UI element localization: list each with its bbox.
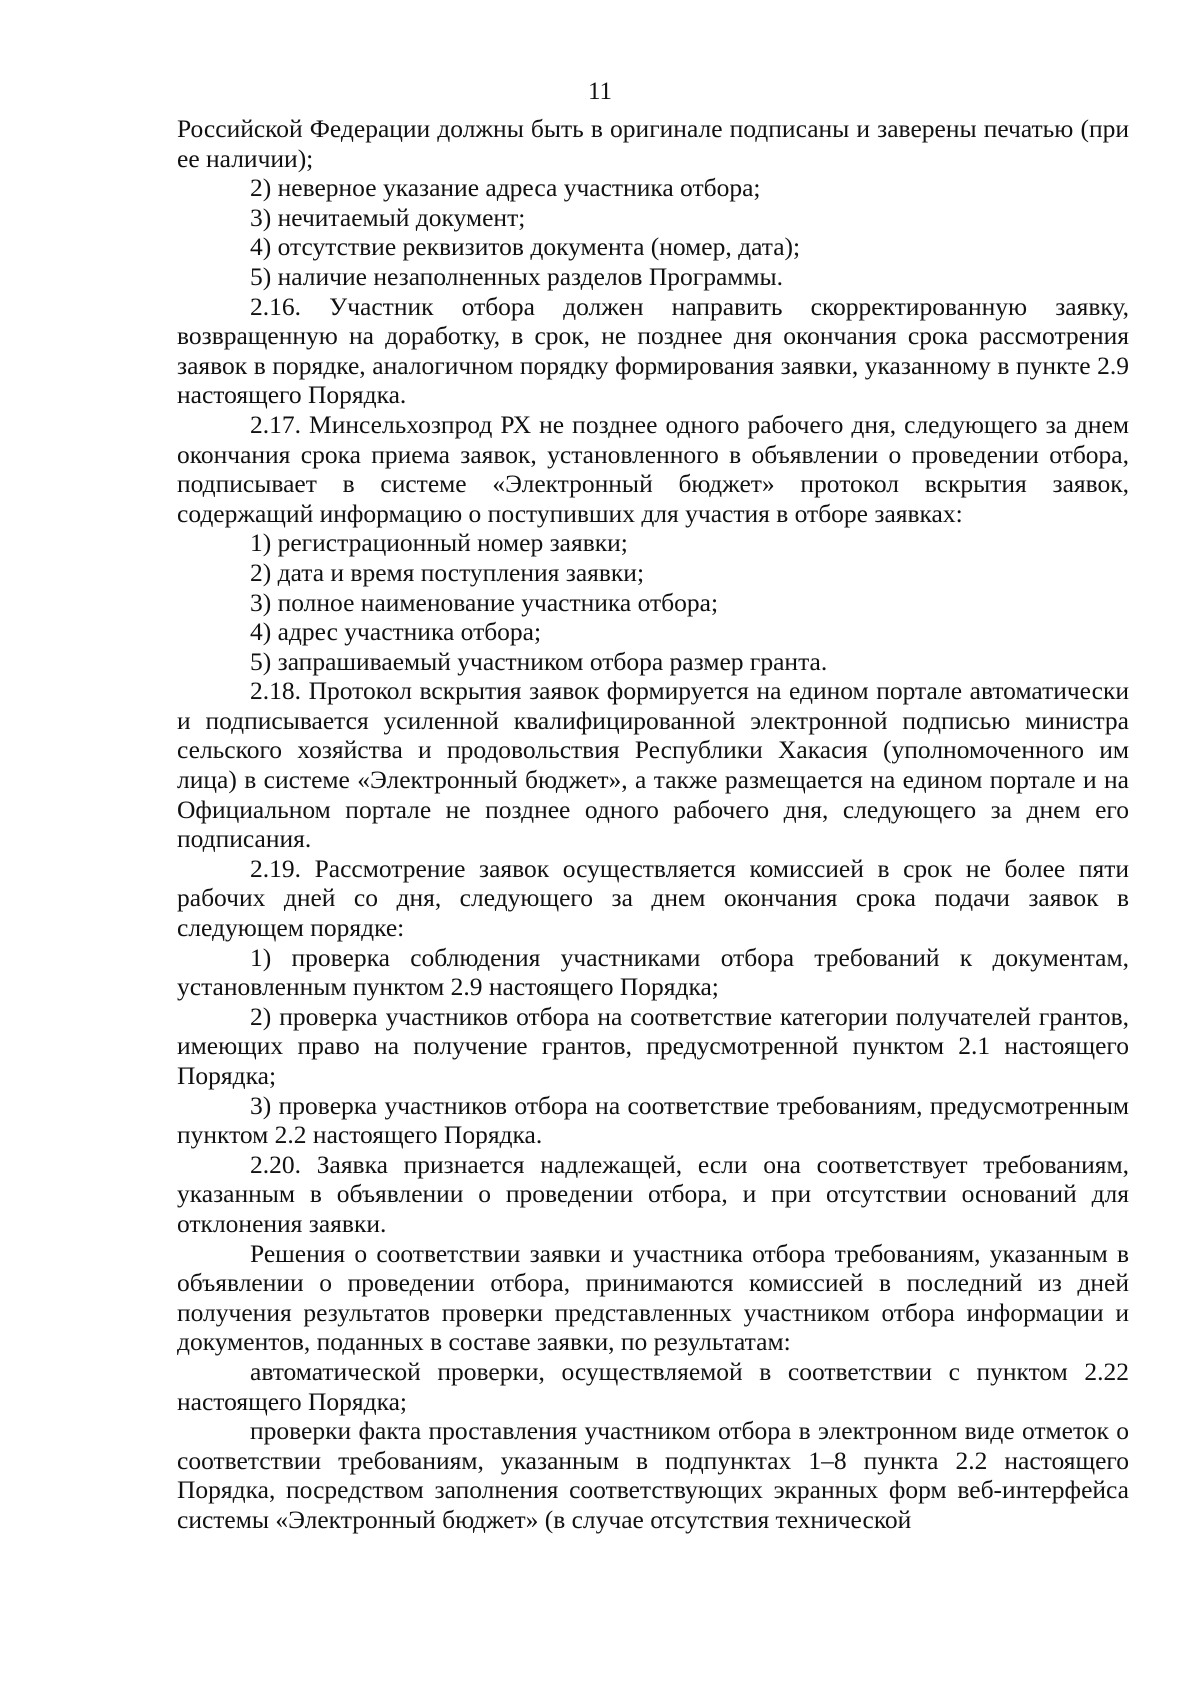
paragraph: 3) полное наименование участника отбора; [250,587,719,617]
paragraph: 3) нечитаемый документ; [250,202,526,232]
paragraph: 4) адрес участника отбора; [250,617,542,647]
paragraph: 5) наличие незаполненных разделов Программы. [250,261,784,291]
paragraph: 3) проверка участников отбора на соответствие требованиям, предусмотренным пунктом 2.2 настоящего Порядка. [177,1090,1129,1150]
paragraph: 2.20. Заявка признается надлежащей, если она соответствует требованиям, указанным в объявлении о проведении отбора, и при отсутствии оснований для отклонения заявки. [177,1149,1129,1238]
paragraph: 2.18. Протокол вскрытия заявок формируется на едином портале автоматически и подписывается усиленной квалифицированной электронной подписью министра сельского хозяйства и продовольствия Республики Хакасия (уполномоченного им лица) в системе «Электронный бюджет», а также размещается на едином портале и на Официальном портале не позднее одного рабочего дня, следующего за днем его подписания. [177,676,1129,854]
document-body [177,114,1129,1535]
page-number: 11 [587,78,613,105]
paragraph: 4) отсутствие реквизитов документа (номер, дата); [250,232,801,262]
paragraph: 2) дата и время поступления заявки; [250,557,645,587]
paragraph: автоматической проверки, осуществляемой в соответствии с пунктом 2.22 настоящего Порядка; [177,1356,1129,1416]
paragraph: 1) регистрационный номер заявки; [250,528,628,558]
paragraph: 2.16. Участник отбора должен направить скорректированную заявку, возвращенную на доработку, в срок, не позднее дня окончания срока рассмотрения заявок в порядке, аналогичном порядку формирования заявки, указанному в пункте 2.9 настоящего Порядка. [177,291,1129,410]
paragraph: 2) проверка участников отбора на соответствие категории получателей грантов, имеющих право на получение грантов, предусмотренной пунктом 2.1 настоящего Порядка; [177,1001,1129,1090]
paragraph: 1) проверка соблюдения участниками отбора требований к документам, установленным пунктом 2.9 настоящего Порядка; [177,942,1129,1002]
paragraph: 2.17. Минсельхозпрод РХ не позднее одного рабочего дня, следующего за днем окончания срока приема заявок, установленного в объявлении о проведении отбора, подписывает в системе «Электронный бюджет» протокол вскрытия заявок, содержащий информацию о поступивших для участия в отборе заявках: [177,409,1129,528]
paragraph: 2.19. Рассмотрение заявок осуществляется комиссией в срок не более пяти рабочих дней со дня, следующего за днем окончания срока подачи заявок в следующем порядке: [177,853,1129,943]
paragraph: Российской Федерации должны быть в оригинале подписаны и заверены печатью (при ее наличии); [177,114,1129,173]
paragraph: Решения о соответствии заявки и участника отбора требованиям, указанным в объявлении о проведении отбора, принимаются комиссией в последний из дней получения результатов проверки представленных участником отбора информации и документов, поданных в составе заявки, по результатам: [177,1238,1129,1357]
paragraph: 5) запрашиваемый участником отбора размер гранта. [250,646,828,676]
paragraph: проверки факта проставления участником отбора в электронном виде отметок о соответствии требованиям, указанным в подпунктах 1–8 пункта 2.2 настоящего Порядка, посредством заполнения соответствующих экранных форм веб-интерфейса системы «Электронный бюджет» (в случае отсутствия технической [177,1416,1129,1534]
paragraph: 2) неверное указание адреса участника отбора; [250,173,761,203]
